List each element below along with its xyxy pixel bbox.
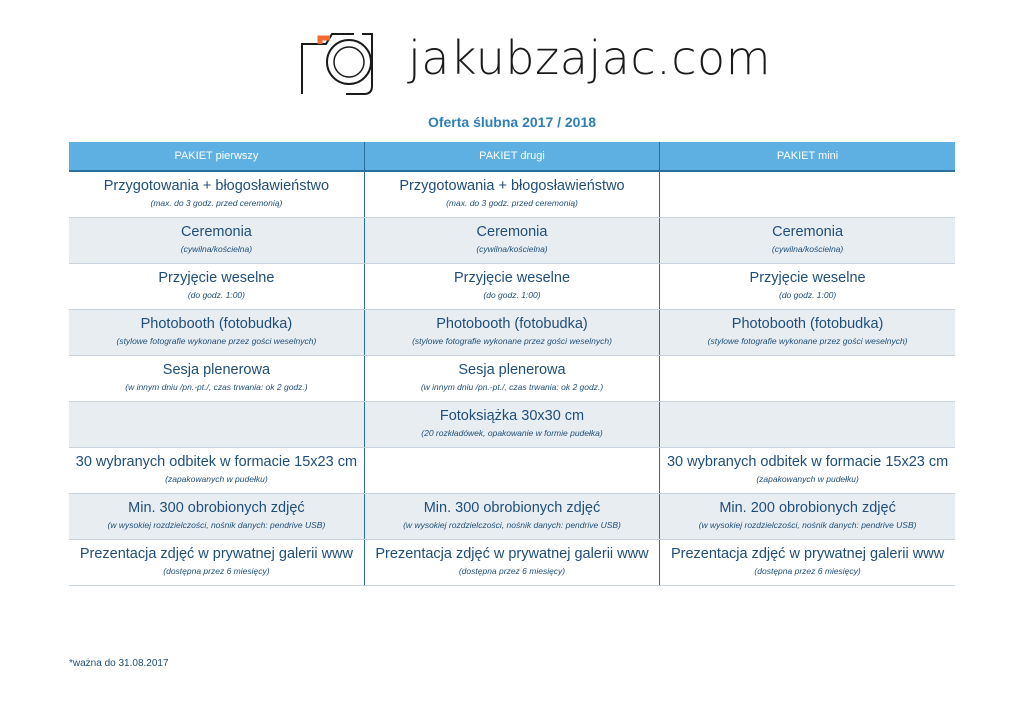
table-row (69, 402, 955, 448)
cell-sub-text: (cywilna/kościelna) (180, 244, 253, 254)
cell-sub-text: (dostępna przez 6 miesięcy) (163, 566, 270, 576)
table-cell (660, 540, 955, 586)
table-row (69, 356, 955, 402)
table-header-row (69, 142, 955, 171)
table-cell (660, 402, 955, 448)
table-cell (660, 448, 955, 494)
table-cell (660, 218, 955, 264)
column-header-pakiet-drugi: PAKIET drugi (364, 142, 659, 171)
page-title: Oferta ślubna 2017 / 2018 (427, 114, 597, 130)
table-row (69, 448, 955, 494)
cell-sub-text: (do godz. 1:00) (483, 290, 541, 300)
cell-main-text: Przyjęcie weselne (749, 270, 866, 286)
cell-main-text: Prezentacja zdjęć w prywatnej galerii www (79, 546, 354, 562)
cell-main-text: Fotoksiążka 30x30 cm (439, 408, 585, 424)
column-header-pakiet-pierwszy: PAKIET pierwszy (69, 142, 364, 171)
cell-sub-text: (w innym dniu /pn.-pt./, czas trwania: ok 2 godz.) (125, 382, 308, 392)
cell-sub-text: (do godz. 1:00) (778, 290, 837, 300)
cell-sub-text: (do godz. 1:00) (187, 290, 245, 300)
table-cell (364, 310, 659, 356)
cell-main-text: Przyjęcie weselne (453, 270, 571, 286)
cell-main-text: 30 wybranych odbitek w formacie 15x23 cm (75, 454, 358, 470)
camera-icon (298, 22, 408, 102)
cell-main-text: Prezentacja zdjęć w prywatnej galerii www (670, 546, 945, 562)
cell-sub-text: (cywilna/kościelna) (771, 244, 844, 254)
cell-main-text: 30 wybranych odbitek w formacie 15x23 cm (666, 454, 949, 470)
cell-main-text: Min. 300 obrobionych zdjęć (128, 500, 305, 516)
table-row (69, 540, 955, 586)
table-cell (69, 356, 364, 402)
cell-main-text: Ceremonia (476, 224, 548, 240)
cell-main-text: Photobooth (fotobudka) (731, 316, 884, 332)
table-row (69, 494, 955, 540)
table-cell (69, 448, 364, 494)
table-row (69, 310, 955, 356)
table-cell (69, 218, 364, 264)
table-cell (364, 540, 659, 586)
site-logo (298, 22, 772, 102)
cell-main-text: Min. 200 obrobionych zdjęć (719, 500, 896, 516)
cell-sub-text: (max. do 3 godz. przed ceremonią) (446, 198, 578, 208)
cell-main-text: Przyjęcie weselne (158, 270, 275, 286)
cell-main-text: Ceremonia (180, 224, 252, 240)
cell-main-text: Sesja plenerowa (458, 362, 566, 378)
cell-main-text: Ceremonia (772, 224, 844, 240)
table-row (69, 218, 955, 264)
cell-sub-text: (dostępna przez 6 miesięcy) (458, 566, 566, 576)
table-cell (364, 218, 659, 264)
table-cell (69, 264, 364, 310)
cell-sub-text: (stylowe fotografie wykonane przez gości weselnych) (412, 336, 612, 346)
cell-sub-text: (stylowe fotografie wykonane przez gości weselnych) (116, 336, 317, 346)
table-cell (660, 310, 955, 356)
table-cell (69, 171, 364, 218)
footnote: *ważna do 31.08.2017 (69, 658, 169, 669)
table-cell (364, 171, 659, 218)
table-row (69, 264, 955, 310)
column-header-pakiet-mini: PAKIET mini (660, 142, 955, 171)
cell-sub-text: (stylowe fotografie wykonane przez gości weselnych) (707, 336, 908, 346)
cell-sub-text: (20 rozkładówek, opakowanie w formie pudełka) (421, 428, 603, 438)
cell-main-text: Przygotowania + błogosławieństwo (399, 178, 625, 194)
table-row (69, 171, 955, 218)
table-cell (364, 356, 659, 402)
table-cell (69, 494, 364, 540)
table-cell (660, 494, 955, 540)
table-cell (364, 448, 659, 494)
cell-main-text: Photobooth (fotobudka) (436, 316, 588, 332)
table-cell (660, 264, 955, 310)
cell-main-text: Sesja plenerowa (162, 362, 271, 378)
cell-sub-text: (w wysokiej rozdzielczości, nośnik danych: pendrive USB) (107, 520, 326, 530)
cell-main-text: Prezentacja zdjęć w prywatnej galerii www (375, 546, 649, 562)
cell-main-text: Przygotowania + błogosławieństwo (103, 178, 330, 194)
cell-sub-text: (zapakowanych w pudełku) (756, 474, 859, 484)
cell-sub-text: (w wysokiej rozdzielczości, nośnik danych: pendrive USB) (403, 520, 621, 530)
cell-main-text: Min. 300 obrobionych zdjęć (423, 500, 601, 516)
table-cell (660, 171, 955, 218)
table-cell (660, 356, 955, 402)
cell-sub-text: (max. do 3 godz. przed ceremonią) (150, 198, 283, 208)
cell-sub-text: (cywilna/kościelna) (476, 244, 548, 254)
table-cell (69, 540, 364, 586)
offer-table (69, 142, 955, 586)
cell-sub-text: (w innym dniu /pn.-pt./, czas trwania: ok 2 godz.) (420, 382, 604, 392)
logo-text: jakubzajac.com (408, 31, 772, 85)
cell-sub-text: (w wysokiej rozdzielczości, nośnik danych: pendrive USB) (698, 520, 917, 530)
cell-sub-text: (zapakowanych w pudełku) (165, 474, 268, 484)
table-cell (364, 402, 659, 448)
table-cell (364, 264, 659, 310)
cell-main-text: Photobooth (fotobudka) (140, 316, 293, 332)
table-cell (69, 310, 364, 356)
table-cell (69, 402, 364, 448)
table-cell (364, 494, 659, 540)
cell-sub-text: (dostępna przez 6 miesięcy) (754, 566, 861, 576)
